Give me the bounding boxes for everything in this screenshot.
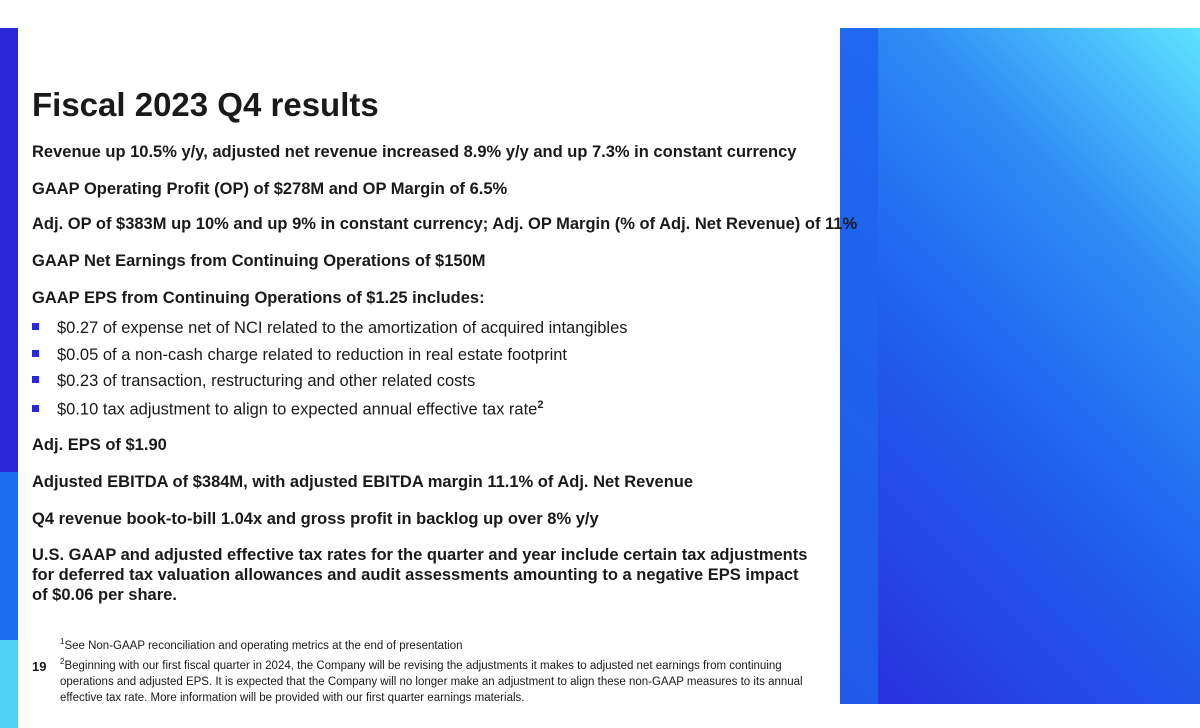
footnote-reference: 2 [537, 399, 544, 411]
book-to-bill-line: Q4 revenue book-to-bill 1.04x and gross profit in backlog up over 8% y/y [32, 510, 599, 528]
accent-bar-segment-dark [0, 28, 18, 472]
gaap-eps-line: GAAP EPS from Continuing Operations of $1.25 includes: [32, 289, 485, 307]
bullet-text: $0.10 tax adjustment to align to expected annual effective tax rate [57, 400, 538, 419]
footnote-2-mark: 2 [60, 656, 65, 666]
adj-op-line: Adj. OP of $383M up 10% and up 9% in constant currency; Adj. OP Margin (% of Adj. Net Revenue) of 11% [32, 215, 858, 233]
footnote-2-text: Beginning with our first fiscal quarter in 2024, the Company will be revising the adjustments it makes to adjusted net earnings from continuing operations and adjusted EPS. It is expected that the Company will no longer make an adjustment to align these non-GAAP measures to its annual effective tax rate. More information will be provided with our first quarter earnings materials. [60, 659, 803, 704]
page-number: 19 [32, 659, 47, 674]
left-accent-bar [0, 28, 18, 728]
gradient-panel-edge [840, 28, 878, 704]
bullet-text: $0.27 of expense net of NCI related to the amortization of acquired intangibles [57, 319, 628, 337]
accent-bar-segment-mid [0, 472, 18, 640]
ebitda-line: Adjusted EBITDA of $384M, with adjusted EBITDA margin 11.1% of Adj. Net Revenue [32, 473, 694, 491]
accent-bar-segment-light [0, 640, 18, 728]
bullet-item [32, 346, 567, 365]
footnote-2 [60, 654, 820, 706]
net-earnings-line: GAAP Net Earnings from Continuing Operations of $150M [32, 252, 486, 270]
tax-note-paragraph: U.S. GAAP and adjusted effective tax rates for the quarter and year include certain tax adjustments for deferred tax valuation allowances and audit assessments amounting to a negative EPS impact of $0.06 per share. [32, 546, 808, 604]
footnotes [60, 634, 820, 706]
adj-eps-line: Adj. EPS of $1.90 [32, 436, 167, 454]
bullet-marker-icon [32, 323, 39, 330]
bullet-marker-icon [32, 376, 39, 383]
gaap-op-line: GAAP Operating Profit (OP) of $278M and OP Margin of 6.5% [32, 180, 508, 198]
bullet-text: $0.23 of transaction, restructuring and other related costs [57, 372, 476, 390]
bullet-marker-icon [32, 350, 39, 357]
bullet-item [32, 319, 628, 338]
slide-title: Fiscal 2023 Q4 results [32, 86, 379, 123]
bullet-item [32, 399, 543, 420]
bullet-marker-icon [32, 405, 39, 412]
footnote-1-text: See Non-GAAP reconciliation and operating metrics at the end of presentation [64, 639, 463, 652]
footnote-1-mark: 1 [60, 637, 65, 646]
decorative-gradient-panel [840, 28, 1200, 704]
bullet-item [32, 372, 475, 391]
footnote-1 [60, 634, 820, 654]
revenue-line: Revenue up 10.5% y/y, adjusted net revenue increased 8.9% y/y and up 7.3% in constant currency [32, 143, 797, 161]
bullet-text: $0.05 of a non-cash charge related to reduction in real estate footprint [57, 346, 567, 364]
